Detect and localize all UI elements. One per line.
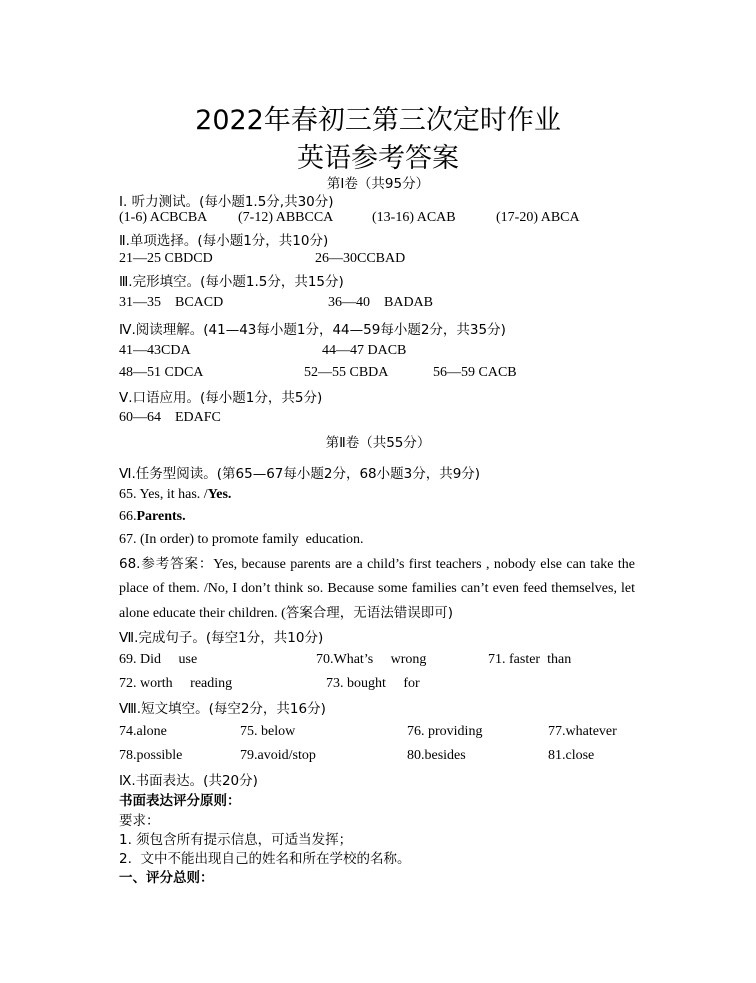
- sec3-answer: 36—40 BADAB: [328, 295, 434, 310]
- sec1-answer: (7-12) ABBCCA: [238, 210, 334, 225]
- part2-header: 第Ⅱ卷（共55分）: [325, 435, 431, 451]
- sec4-answer: 52—55 CBDA: [304, 365, 389, 380]
- rules-requirement-label: 要求：: [119, 813, 160, 829]
- rules-item: 1. 须包含所有提示信息，可适当发挥；: [119, 832, 353, 848]
- sec3-answer: 31—35 BCACD: [119, 295, 224, 310]
- sec4-answer: 41—43CDA: [119, 343, 191, 358]
- answer-65-text: 65. Yes, it has. /: [119, 487, 208, 502]
- title-line-2: 英语参考答案: [297, 143, 459, 174]
- sec8-heading: Ⅷ.短文填空。(每空2分，共16分): [119, 701, 326, 717]
- answer-66: [119, 509, 186, 525]
- sec7-answer: 73. bought for: [326, 676, 420, 691]
- rules-heading: 书面表达评分原则：: [119, 793, 241, 809]
- sec7-answer: 69. Did use: [119, 652, 198, 667]
- sec8-answer: 80.besides: [407, 748, 466, 763]
- sec6-heading: Ⅵ.任务型阅读。(第65—67每小题2分，68小题3分，共9分): [119, 466, 481, 482]
- sec1-answer: (17-20) ABCA: [496, 210, 580, 225]
- sec4-answer: 56—59 CACB: [433, 365, 517, 380]
- answer-67: 67. (In order) to promote family education.: [119, 532, 364, 547]
- sec3-heading: Ⅲ.完形填空。(每小题1.5分，共15分): [119, 274, 344, 290]
- sec9-heading: Ⅸ.书面表达。(共20分): [119, 773, 258, 789]
- sec8-answer: 76. providing: [407, 724, 483, 739]
- rules-subheading: 一、评分总则：: [119, 870, 214, 886]
- sec1-answer: (1-6) ACBCBA: [119, 210, 208, 225]
- answer-65: [119, 487, 231, 503]
- answer-68-note: 答案合理，无语法错误即可): [285, 605, 454, 621]
- sec7-answer: 72. worth reading: [119, 676, 233, 691]
- answer-68-text: Yes, because parents are a child’s first teachers , nobody else can take the place of them. /No, I don’t think so. Because some families can’t even feed themselves, let alone educate their children. (: [119, 557, 635, 621]
- sec7-answer: 71. faster than: [488, 652, 572, 667]
- sec2-answer: 21—25 CBDCD: [119, 251, 213, 266]
- sec2-heading: Ⅱ.单项选择。(每小题1分，共10分): [119, 233, 329, 249]
- answer-66-bold: Parents.: [136, 509, 186, 524]
- title-line-1: 2022年春初三第三次定时作业: [195, 105, 561, 136]
- part1-header: 第Ⅰ卷（共95分）: [326, 176, 430, 192]
- sec8-answer: 77.whatever: [548, 724, 617, 739]
- answer-68: [119, 552, 635, 626]
- sec8-answer: 81.close: [548, 748, 595, 763]
- sec5-heading: Ⅴ.口语应用。(每小题1分，共5分): [119, 390, 323, 406]
- sec7-heading: Ⅶ.完成句子。(每空1分，共10分): [119, 630, 324, 646]
- sec4-answer: 44—47 DACB: [322, 343, 407, 358]
- sec4-heading: Ⅳ.阅读理解。(41—43每小题1分，44—59每小题2分，共35分): [119, 322, 506, 338]
- sec1-heading: Ⅰ. 听力测试。(每小题1.5分,共30分): [119, 194, 334, 210]
- sec7-answer: 70.What’s wrong: [316, 652, 427, 667]
- sec8-answer: 79.avoid/stop: [240, 748, 316, 763]
- sec8-answer: 78.possible: [119, 748, 183, 763]
- sec8-answer: 74.alone: [119, 724, 167, 739]
- sec5-answer: 60—64 EDAFC: [119, 410, 221, 425]
- answer-66-label: 66.: [119, 509, 137, 524]
- sec8-answer: 75. below: [240, 724, 296, 739]
- answer-65-bold: Yes.: [207, 487, 232, 502]
- rules-item: 2. 文中不能出现自己的姓名和所在学校的名称。: [119, 851, 411, 867]
- sec4-answer: 48—51 CDCA: [119, 365, 204, 380]
- answer-68-label: 68.参考答案：: [119, 556, 214, 572]
- sec2-answer: 26—30CCBAD: [315, 251, 406, 266]
- sec1-answer: (13-16) ACAB: [372, 210, 456, 225]
